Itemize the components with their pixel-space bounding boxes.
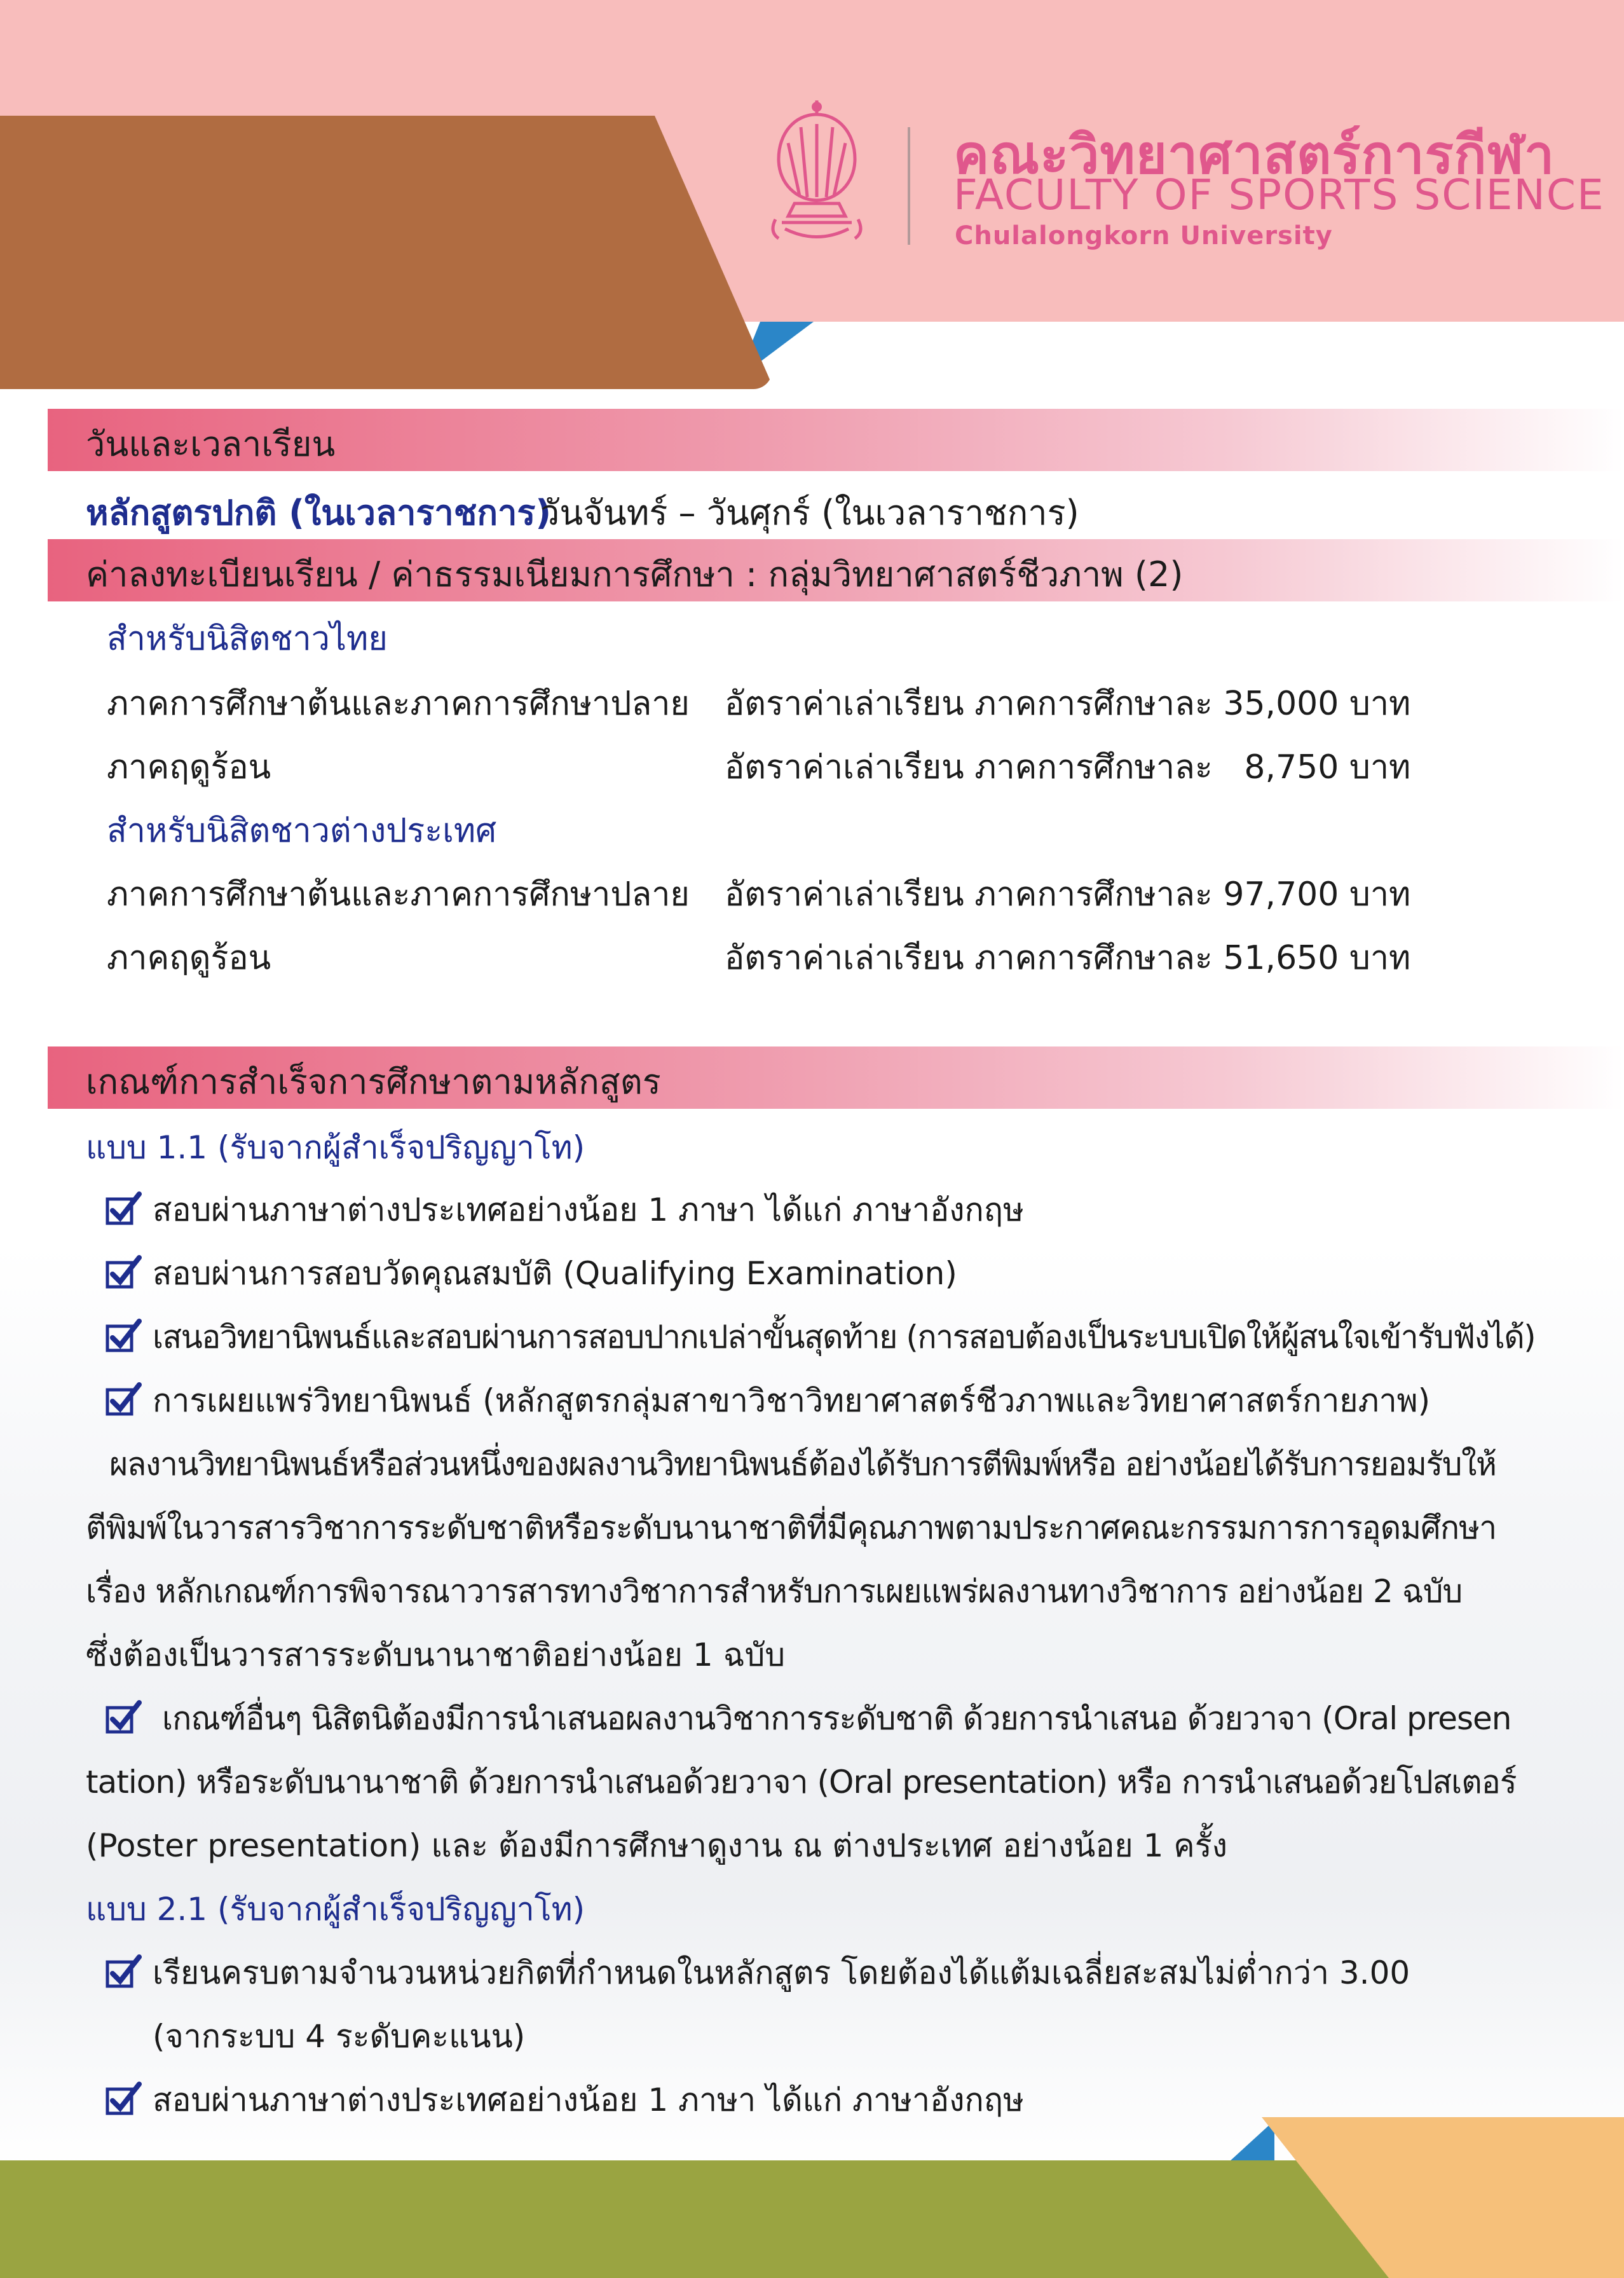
- publication-line-4: ซึ่งต้องเป็นวารสารระดับนานาชาติอย่างน้อย 1 ฉบับ: [86, 1636, 786, 1673]
- graduation-heading-bar: [48, 1046, 1624, 1109]
- publication-line-1: ผลงานวิทยานิพนธ์หรือส่วนหนึ่งของผลงานวิทยานิพนธ์ต้องได้รับการตีพิมพ์หรือ อย่างน้อยได้รับการยอมรับให้: [109, 1446, 1496, 1483]
- faculty-name-thai: คณะวิทยาศาสตร์การกีฬา: [953, 123, 1555, 186]
- graduation-heading: เกณฑ์การสำเร็จการศึกษาตามหลักสูตร: [86, 1062, 661, 1102]
- plan-2-1-label: แบบ 2.1 (รับจากผู้สำเร็จปริญญาโท): [86, 1891, 585, 1928]
- schedule-heading-bar: [48, 409, 1624, 471]
- checkbox-checked-icon: [105, 1381, 142, 1418]
- plan-1-1-item-3: เสนอวิทยานิพนธ์และสอบผ่านการสอบปากเปล่าขั้นสุดท้าย (การสอบต้องเป็นระบบเปิดให้ผู้สนใจเข้ารับฟังได้): [153, 1319, 1536, 1355]
- checkbox-checked-icon: [105, 1254, 142, 1291]
- program-days: วันจันทร์ – วันศุกร์ (ในเวลาราชการ): [540, 493, 1079, 533]
- intl-regular-rate: อัตราค่าเล่าเรียน ภาคการศึกษาละ 97,700 บาท: [725, 875, 1411, 914]
- plan-1-1-label: แบบ 1.1 (รับจากผู้สำเร็จปริญญาโท): [86, 1129, 585, 1166]
- thai-regular-term: ภาคการศึกษาต้นและภาคการศึกษาปลาย: [107, 685, 690, 723]
- plan-1-1-item-2: สอบผ่านการสอบวัดคุณสมบัติ (Qualifying Examination): [153, 1255, 957, 1292]
- plan-2-1-item-2: สอบผ่านภาษาต่างประเทศอย่างน้อย 1 ภาษา ได้แก่ ภาษาอังกฤษ: [153, 2082, 1025, 2118]
- thai-summer-term: ภาคฤดูร้อน: [107, 748, 271, 786]
- thai-regular-rate: อัตราค่าเล่าเรียน ภาคการศึกษาละ 35,000 บาท: [725, 685, 1411, 723]
- intl-summer-rate: อัตราค่าเล่าเรียน ภาคการศึกษาละ 51,650 บาท: [725, 939, 1411, 977]
- other-criteria-line-3: (Poster presentation) และ ต้องมีการศึกษาดูงาน ณ ต่างประเทศ อย่างน้อย 1 ครั้ง: [86, 1827, 1227, 1864]
- plan-2-1-item-1-line-1: เรียนครบตามจำนวนหน่วยกิตที่กำหนดในหลักสูตร โดยต้องได้แต้มเฉลี่ยสะสมไม่ต่ำกว่า 3.00: [153, 1954, 1410, 1991]
- plan-1-1-item-4: การเผยแพร่วิทยานิพนธ์ (หลักสูตรกลุ่มสาขาวิชาวิทยาศาสตร์ชีวภาพและวิทยาศาสตร์กายภาพ): [153, 1382, 1431, 1419]
- publication-line-2: ตีพิมพ์ในวารสารวิชาการระดับชาติหรือระดับนานาชาติที่มีคุณภาพตามประกาศคณะกรรมการการอุดมศึกษา: [86, 1509, 1497, 1546]
- schedule-heading: วันและเวลาเรียน: [86, 424, 336, 464]
- thai-students-heading: สำหรับนิสิตชาวไทย: [107, 620, 388, 658]
- chula-phra-kiao-emblem-icon: [763, 95, 871, 248]
- plan-1-1-item-1: สอบผ่านภาษาต่างประเทศอย่างน้อย 1 ภาษา ได้แก่ ภาษาอังกฤษ: [153, 1191, 1025, 1228]
- checkbox-checked-icon: [105, 1699, 142, 1736]
- intl-students-heading: สำหรับนิสิตชาวต่างประเทศ: [107, 812, 497, 850]
- intl-regular-term: ภาคการศึกษาต้นและภาคการศึกษาปลาย: [107, 875, 690, 914]
- fees-heading: ค่าลงทะเบียนเรียน / ค่าธรรมเนียมการศึกษา : กลุ่มวิทยาศาสตร์ชีวภาพ (2): [86, 554, 1184, 594]
- checkbox-checked-icon: [105, 2080, 142, 2117]
- faculty-name-english: FACULTY OF SPORTS SCIENCE: [953, 170, 1605, 219]
- other-criteria-line-1: เกณฑ์อื่นๆ นิสิตนิต้องมีการนำเสนอผลงานวิชาการระดับชาติ ด้วยการนำเสนอ ด้วยวาจา (Oral presen: [162, 1700, 1511, 1737]
- header-brown-panel: [0, 116, 772, 389]
- other-criteria-line-2: tation) หรือระดับนานาชาติ ด้วยการนำเสนอด้วยวาจา (Oral presentation) หรือ การนำเสนอด้วยโปสเตอร์: [86, 1764, 1517, 1801]
- checkbox-checked-icon: [105, 1953, 142, 1990]
- plan-2-1-item-1-line-2: (จากระบบ 4 ระดับคะแนน): [153, 2018, 526, 2055]
- university-name: Chulalongkorn University: [955, 221, 1333, 250]
- logo-divider: [908, 127, 910, 245]
- checkbox-checked-icon: [105, 1190, 142, 1227]
- program-label: หลักสูตรปกติ (ในเวลาราชการ): [86, 493, 552, 533]
- checkbox-checked-icon: [105, 1317, 142, 1354]
- intl-summer-term: ภาคฤดูร้อน: [107, 939, 271, 977]
- publication-line-3: เรื่อง หลักเกณฑ์การพิจารณาวารสารทางวิชาการสำหรับการเผยแพร่ผลงานทางวิชาการ อย่างน้อย 2 ฉบับ: [86, 1573, 1463, 1610]
- fees-heading-bar: [48, 539, 1624, 601]
- thai-summer-rate: อัตราค่าเล่าเรียน ภาคการศึกษาละ 8,750 บาท: [725, 748, 1411, 786]
